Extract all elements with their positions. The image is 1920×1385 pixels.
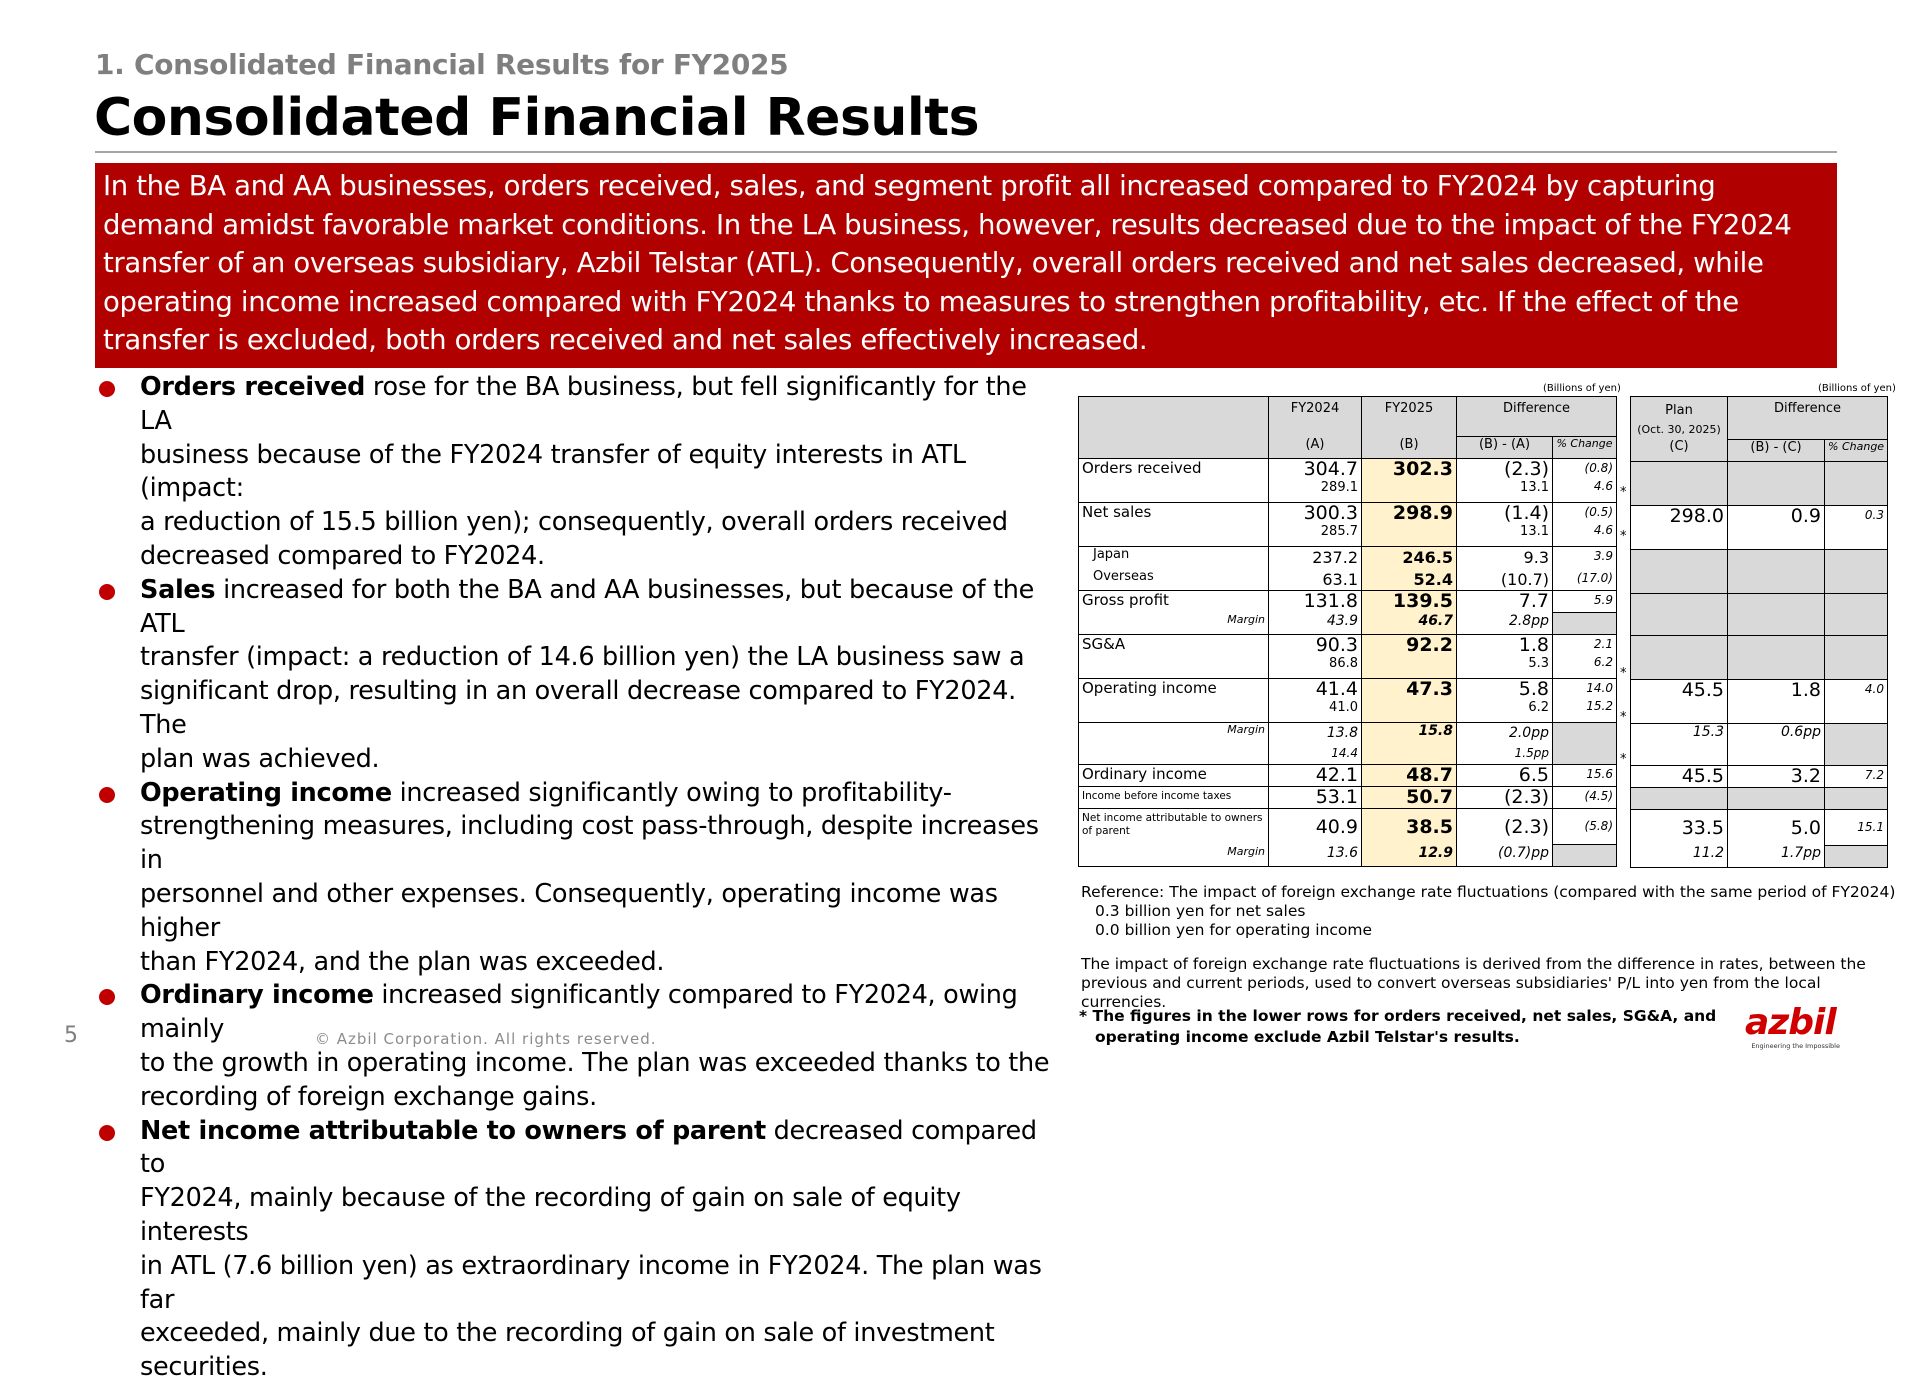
bullet-text: strengthening measures, including cost pass-through, despite increases in [140, 811, 1039, 876]
bullet-lead: Sales [140, 574, 216, 605]
value: 41.4 [1315, 678, 1358, 700]
cell-empty [1728, 593, 1825, 635]
header-blank [1079, 397, 1269, 459]
footnote [1079, 1006, 1716, 1048]
table-row-margin [1631, 723, 1888, 765]
cell-b [1362, 679, 1457, 723]
cell-pct: 15.1 [1825, 809, 1888, 845]
header-fy2025: FY2025 [1362, 397, 1457, 437]
bullet-text: decreased compared to [140, 1115, 1037, 1180]
table-row [1631, 679, 1888, 723]
row-label: Ordinary income [1079, 765, 1269, 787]
table-row [1079, 679, 1617, 723]
cell-diff: 0.6pp [1728, 723, 1825, 765]
table-row [1079, 591, 1617, 613]
cell-c: 33.5 [1631, 809, 1728, 845]
value-excl: 4.6 [1593, 479, 1613, 493]
table-row [1631, 765, 1888, 787]
bullet-text: transfer (impact: a reduction of 14.6 billion yen) the LA business saw a [140, 642, 1025, 673]
table-row [1631, 787, 1888, 809]
cell-diff: (0.7)pp [1457, 845, 1553, 867]
cell-diff: 6.5 [1457, 765, 1553, 787]
bullet-text: personnel and other expenses. Consequently, operating income was higher [140, 878, 998, 943]
cell-diff: 1.7pp [1728, 845, 1825, 867]
bullet-dot-icon [99, 787, 115, 803]
row-label: Net sales [1079, 503, 1269, 547]
bullet-dot-icon [99, 989, 115, 1005]
cell-b: 246.5 [1362, 547, 1457, 569]
note-line: previous and current periods, used to convert overseas subsidiaries' P/L into yen from the local currencies. [1081, 974, 1821, 1011]
bullet-text: a reduction of 15.5 billion yen); consequently, overall orders received [140, 507, 1008, 538]
cell-diff: 3.2 [1728, 765, 1825, 787]
value: (0.8) [1584, 461, 1613, 475]
value: 302.3 [1392, 458, 1453, 480]
value: (1.4) [1503, 502, 1549, 524]
bullet-net-income [95, 1115, 1060, 1385]
cell-empty [1825, 593, 1888, 635]
cell-diff: 9.3 [1457, 547, 1553, 569]
bullet-lead: Orders received [140, 372, 366, 402]
cell-b: 12.9 [1362, 845, 1457, 867]
bullet-orders [95, 371, 1060, 574]
value-excl: 86.8 [1329, 656, 1358, 671]
cell-empty [1728, 461, 1825, 505]
value: 90.3 [1315, 634, 1358, 656]
bullet-text: significant drop, resulting in an overall decrease compared to FY2024. The [140, 676, 1016, 740]
table-row-margin [1079, 845, 1617, 867]
banner-line: operating income increased compared with FY2024 thanks to measures to strengthen profitability, etc. If the effect of the [103, 285, 1739, 318]
value: 5.8 [1518, 678, 1549, 700]
header-plan [1631, 397, 1728, 440]
cell-c: 45.5 [1631, 679, 1728, 723]
value: 300.3 [1303, 502, 1358, 524]
row-label-line: Net income attributable to owners [1082, 812, 1263, 824]
header-plan-label: Plan [1665, 403, 1693, 418]
row-label: SG&A [1079, 635, 1269, 679]
value: (2.3) [1503, 458, 1549, 480]
cell-c: 45.5 [1631, 765, 1728, 787]
footnote-line: operating income exclude Azbil Telstar's results. [1095, 1028, 1520, 1046]
bullet-lead: Net income attributable to owners of parent [140, 1115, 766, 1146]
cell-empty [1631, 461, 1728, 505]
unit-label-left: (Billions of yen) [1543, 383, 1621, 394]
value-excl: 13.1 [1520, 480, 1549, 495]
table-row [1079, 809, 1617, 845]
cell-pct: 0.3 [1825, 505, 1888, 549]
row-label: Japan [1079, 547, 1269, 569]
cell-diff [1457, 723, 1553, 765]
title-divider [95, 151, 1837, 153]
header-b: (B) [1362, 437, 1457, 459]
bullet-list [95, 371, 1060, 1385]
bullet-text: FY2024, mainly because of the recording of gain on sale of equity interests [140, 1183, 961, 1247]
header-c: (C) [1631, 439, 1728, 461]
bullet-text: plan was achieved. [140, 743, 380, 774]
cell-pct: 3.9 [1553, 547, 1617, 569]
reference-line: 0.0 billion yen for operating income [1095, 921, 1373, 939]
value-excl: 15.2 [1586, 699, 1613, 713]
bullet-text: increased significantly owing to profitability- [391, 777, 952, 808]
cell-diff: 7.7 [1457, 591, 1553, 613]
table-row [1631, 635, 1888, 679]
bullet-text: decreased compared to FY2024. [140, 540, 545, 571]
cell-a: 42.1 [1269, 765, 1362, 787]
row-label: Margin [1079, 613, 1269, 635]
bullet-text: increased for both the BA and AA businesses, but because of the ATL [140, 574, 1035, 639]
cell-pct [1553, 679, 1617, 723]
cell-a [1269, 635, 1362, 679]
bullet-text: in ATL (7.6 billion yen) as extraordinary income in FY2024. The plan was far [140, 1250, 1042, 1315]
logo-wordmark: azbil [1745, 1002, 1836, 1043]
cell-a [1269, 459, 1362, 503]
value-excl: 6.2 [1593, 655, 1613, 669]
cell-b: 46.7 [1362, 613, 1457, 635]
row-label: Operating income [1079, 679, 1269, 723]
cell-pct-empty [1553, 723, 1617, 765]
header-pct-change: % Change [1553, 437, 1617, 459]
table-row [1631, 593, 1888, 635]
cell-diff: (2.3) [1457, 809, 1553, 845]
cell-b [1362, 459, 1457, 503]
table-row [1079, 503, 1617, 547]
value-excl: 285.7 [1320, 524, 1358, 539]
table-row [1079, 765, 1617, 787]
table-row [1079, 547, 1617, 569]
header-plan-date: (Oct. 30, 2025) [1637, 423, 1721, 436]
cell-b: 52.4 [1362, 569, 1457, 591]
table-row [1079, 787, 1617, 809]
cell-pct-empty [1553, 613, 1617, 635]
cell-a [1269, 503, 1362, 547]
cell-c: 298.0 [1631, 505, 1728, 549]
cell-diff: 5.0 [1728, 809, 1825, 845]
cell-empty [1825, 635, 1888, 679]
cell-a: 131.8 [1269, 591, 1362, 613]
bullet-text: recording of foreign exchange gains. [140, 1081, 597, 1112]
reference-line: 0.3 billion yen for net sales [1095, 902, 1306, 920]
header-difference: Difference [1728, 397, 1888, 440]
row-label: Gross profit [1079, 591, 1269, 613]
value: 298.9 [1392, 502, 1453, 524]
cell-a: 237.2 [1269, 547, 1362, 569]
cell-a: 40.9 [1269, 809, 1362, 845]
cell-pct: (4.5) [1553, 787, 1617, 809]
cell-pct: 5.9 [1553, 591, 1617, 613]
cell-b: 50.7 [1362, 787, 1457, 809]
row-label: Overseas [1079, 569, 1269, 591]
value-excl: 4.6 [1593, 523, 1613, 537]
cell-pct-empty [1553, 845, 1617, 867]
cell-empty [1631, 635, 1728, 679]
summary-banner [95, 163, 1837, 368]
cell-diff [1457, 459, 1553, 503]
table-row [1079, 569, 1617, 591]
cell-diff: 0.9 [1728, 505, 1825, 549]
header-difference: Difference [1457, 397, 1617, 437]
bullet-text: securities. [140, 1352, 268, 1383]
asterisk-marker: * [1620, 710, 1627, 725]
note-line: The impact of foreign exchange rate fluctuations is derived from the difference in rates, between the [1081, 955, 1866, 973]
cell-empty [1728, 635, 1825, 679]
cell-diff: (2.3) [1457, 787, 1553, 809]
table-row [1631, 505, 1888, 549]
cell-c: 15.3 [1631, 723, 1728, 765]
cell-empty [1825, 461, 1888, 505]
row-label: Income before income taxes [1079, 787, 1269, 809]
value: 2.0pp [1508, 725, 1549, 741]
cell-pct [1553, 459, 1617, 503]
azbil-logo [1745, 1002, 1840, 1051]
cell-empty [1728, 787, 1825, 809]
value-excl: 14.4 [1331, 746, 1358, 760]
section-subtitle: 1. Consolidated Financial Results for FY2025 [95, 48, 789, 81]
cell-diff: 1.8 [1728, 679, 1825, 723]
banner-line: transfer of an overseas subsidiary, Azbil Telstar (ATL). Consequently, overall orders received and net sales decreased, while [103, 247, 1764, 279]
reference-line: Reference: The impact of foreign exchange rate fluctuations (compared with the same period of FY2024) [1081, 883, 1896, 901]
cell-pct-empty [1825, 845, 1888, 867]
value-excl: 41.0 [1329, 700, 1358, 715]
cell-diff: (10.7) [1457, 569, 1553, 591]
cell-a: 13.6 [1269, 845, 1362, 867]
cell-empty [1631, 549, 1728, 593]
cell-a: 63.1 [1269, 569, 1362, 591]
cell-b: 139.5 [1362, 591, 1457, 613]
header-a: (A) [1269, 437, 1362, 459]
bullet-sales [95, 574, 1060, 777]
asterisk-marker: * [1620, 752, 1627, 767]
value: 1.8 [1518, 634, 1549, 656]
unit-label-right: (Billions of yen) [1818, 383, 1896, 394]
value-excl: 5.3 [1528, 656, 1549, 671]
bullet-text: than FY2024, and the plan was exceeded. [140, 946, 665, 977]
value: 92.2 [1406, 634, 1453, 656]
cell-pct [1553, 635, 1617, 679]
value-excl: 13.1 [1520, 524, 1549, 539]
cell-diff [1457, 503, 1553, 547]
bullet-text: rose for the BA business, but fell significantly for the LA [140, 372, 1027, 436]
table-row [1631, 461, 1888, 505]
banner-line: demand amidst favorable market conditions. In the LA business, however, results decreased due to the impact of the FY2024 [103, 208, 1792, 241]
table-row [1079, 635, 1617, 679]
banner-line: In the BA and AA businesses, orders received, sales, and segment profit all increased compared to FY2024 by capturing [103, 170, 1716, 202]
cell-diff: 2.8pp [1457, 613, 1553, 635]
cell-empty [1825, 549, 1888, 593]
logo-tagline: Engineering the Impossible [1751, 1042, 1840, 1050]
cell-pct: 15.6 [1553, 765, 1617, 787]
table-row [1079, 459, 1617, 503]
cell-pct: (5.8) [1553, 809, 1617, 845]
value: 304.7 [1303, 458, 1358, 480]
bullet-text: exceeded, mainly due to the recording of gain on sale of investment [140, 1318, 995, 1349]
cell-diff [1457, 679, 1553, 723]
bullet-operating-income [95, 777, 1060, 980]
copyright: © Azbil Corporation. All rights reserved. [315, 1030, 657, 1048]
cell-a: 43.9 [1269, 613, 1362, 635]
cell-empty [1631, 787, 1728, 809]
value: (0.5) [1584, 505, 1613, 519]
cell-pct-empty [1825, 723, 1888, 765]
bullet-text: increased significantly compared to FY2024, owing mainly [140, 980, 1018, 1045]
bullet-lead: Ordinary income [140, 980, 374, 1011]
results-table [1078, 396, 1617, 867]
asterisk-marker: * [1620, 485, 1627, 500]
cell-b: 15.8 [1362, 723, 1457, 765]
table-row-margin [1631, 845, 1888, 867]
page-title: Consolidated Financial Results [94, 88, 980, 148]
bullet-text: to the growth in operating income. The plan was exceeded thanks to the [140, 1047, 1050, 1078]
fx-reference [1081, 883, 1895, 940]
cell-pct: (17.0) [1553, 569, 1617, 591]
value: 14.0 [1586, 681, 1613, 695]
banner-line: transfer is excluded, both orders received and net sales effectively increased. [103, 324, 1148, 356]
cell-c: 11.2 [1631, 845, 1728, 867]
cell-diff [1457, 635, 1553, 679]
cell-b [1362, 635, 1457, 679]
cell-pct: 7.2 [1825, 765, 1888, 787]
header-fy2024: FY2024 [1269, 397, 1362, 437]
row-label: Margin [1079, 723, 1269, 765]
row-label-line: of parent [1082, 825, 1130, 837]
value-excl: 289.1 [1320, 480, 1358, 495]
cell-b: 38.5 [1362, 809, 1457, 845]
bullet-dot-icon [99, 1125, 115, 1141]
page-number: 5 [64, 1023, 78, 1048]
header-b-minus-c: (B) - (C) [1728, 439, 1825, 461]
header-pct-change: % Change [1825, 439, 1888, 461]
bullet-text: business because of the FY2024 transfer of equity interests in ATL (impact: [140, 439, 966, 504]
footnote-line: * The figures in the lower rows for orders received, net sales, SG&A, and [1079, 1007, 1717, 1025]
cell-b: 48.7 [1362, 765, 1457, 787]
table-row [1631, 809, 1888, 845]
bullet-dot-icon [99, 381, 115, 397]
cell-pct: 4.0 [1825, 679, 1888, 723]
cell-a [1269, 723, 1362, 765]
cell-a: 53.1 [1269, 787, 1362, 809]
cell-empty [1825, 787, 1888, 809]
row-label: Margin [1079, 845, 1269, 867]
row-label: Orders received [1079, 459, 1269, 503]
value-excl: 1.5pp [1514, 746, 1549, 760]
table-row-margin [1079, 723, 1617, 765]
table-row [1631, 549, 1888, 593]
value: 13.8 [1326, 725, 1358, 741]
value-excl: 6.2 [1528, 700, 1549, 715]
value: 2.1 [1593, 637, 1613, 651]
table-row-margin [1079, 613, 1617, 635]
cell-empty [1728, 549, 1825, 593]
row-label [1079, 809, 1269, 845]
header-b-minus-a: (B) - (A) [1457, 437, 1553, 459]
asterisk-marker: * [1620, 529, 1627, 544]
cell-pct [1553, 503, 1617, 547]
bullet-dot-icon [99, 584, 115, 600]
plan-comparison-table [1630, 396, 1888, 868]
cell-empty [1631, 593, 1728, 635]
value: 47.3 [1406, 678, 1453, 700]
cell-b [1362, 503, 1457, 547]
bullet-lead: Operating income [140, 777, 392, 808]
asterisk-marker: * [1620, 666, 1627, 681]
cell-a [1269, 679, 1362, 723]
